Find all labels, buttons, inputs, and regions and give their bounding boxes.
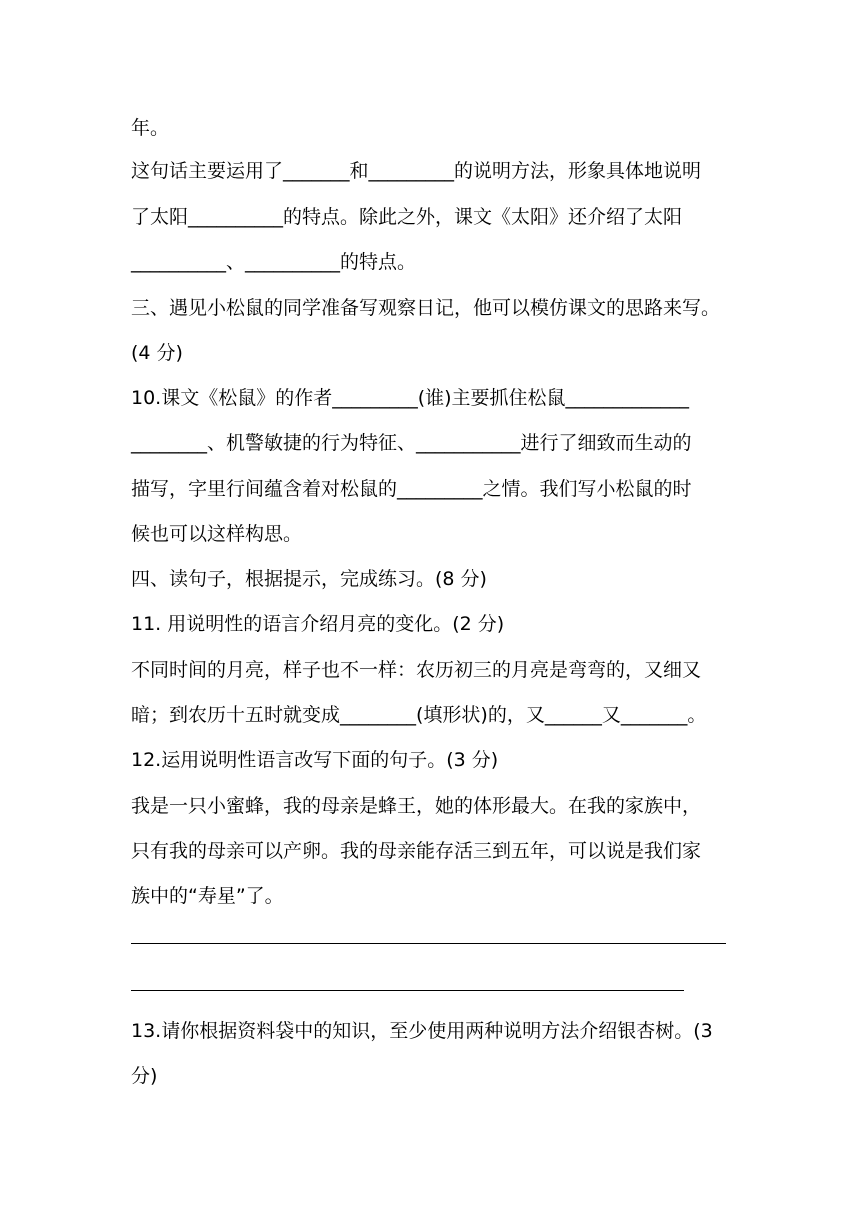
question-line: 11. 用说明性的语言介绍月亮的变化。(2 分) <box>131 613 505 635</box>
text-line: 这句话主要运用了_______和_________的说明方法，形象具体地说明 <box>131 160 702 182</box>
answer-blank-line[interactable] <box>131 990 684 991</box>
question-line: 13.请你根据资料袋中的知识，至少使用两种说明方法介绍银杏树。(3 <box>131 1020 713 1042</box>
text-line: 了太阳__________的特点。除此之外，课文《太阳》还介绍了太阳 <box>131 206 683 228</box>
text-line: 年。 <box>131 117 170 139</box>
text-line: 只有我的母亲可以产卵。我的母亲能存活三到五年，可以说是我们家 <box>131 840 702 862</box>
text-line: __________、__________的特点。 <box>131 251 417 273</box>
section-heading: 四、读句子，根据提示，完成练习。(8 分) <box>131 568 487 590</box>
text-line: (4 分) <box>131 342 183 364</box>
text-line: 不同时间的月亮，样子也不一样：农历初三的月亮是弯弯的，又细又 <box>131 659 702 681</box>
text-line: 族中的“寿星”了。 <box>131 885 284 907</box>
text-line: 描写，字里行间蕴含着对松鼠的_________之情。我们写小松鼠的时 <box>131 478 692 500</box>
section-heading: 三、遇见小松鼠的同学准备写观察日记，他可以模仿课文的思路来写。 <box>131 297 721 319</box>
text-line: ________、机警敏捷的行为特征、___________进行了细致而生动的 <box>131 432 692 454</box>
question-line: 12.运用说明性语言改写下面的句子。(3 分) <box>131 749 499 771</box>
text-line: 分) <box>131 1065 158 1087</box>
answer-blank-line[interactable] <box>131 943 726 944</box>
text-line: 候也可以这样构思。 <box>131 523 303 545</box>
text-line: 暗；到农历十五时就变成________(填形状)的，又______又_______。 <box>131 704 707 726</box>
text-line: 我是一只小蜜蜂，我的母亲是蜂王，她的体形最大。在我的家族中， <box>131 795 702 817</box>
question-line: 10.课文《松鼠》的作者_________(谁)主要抓住松鼠_____________ <box>131 387 690 409</box>
